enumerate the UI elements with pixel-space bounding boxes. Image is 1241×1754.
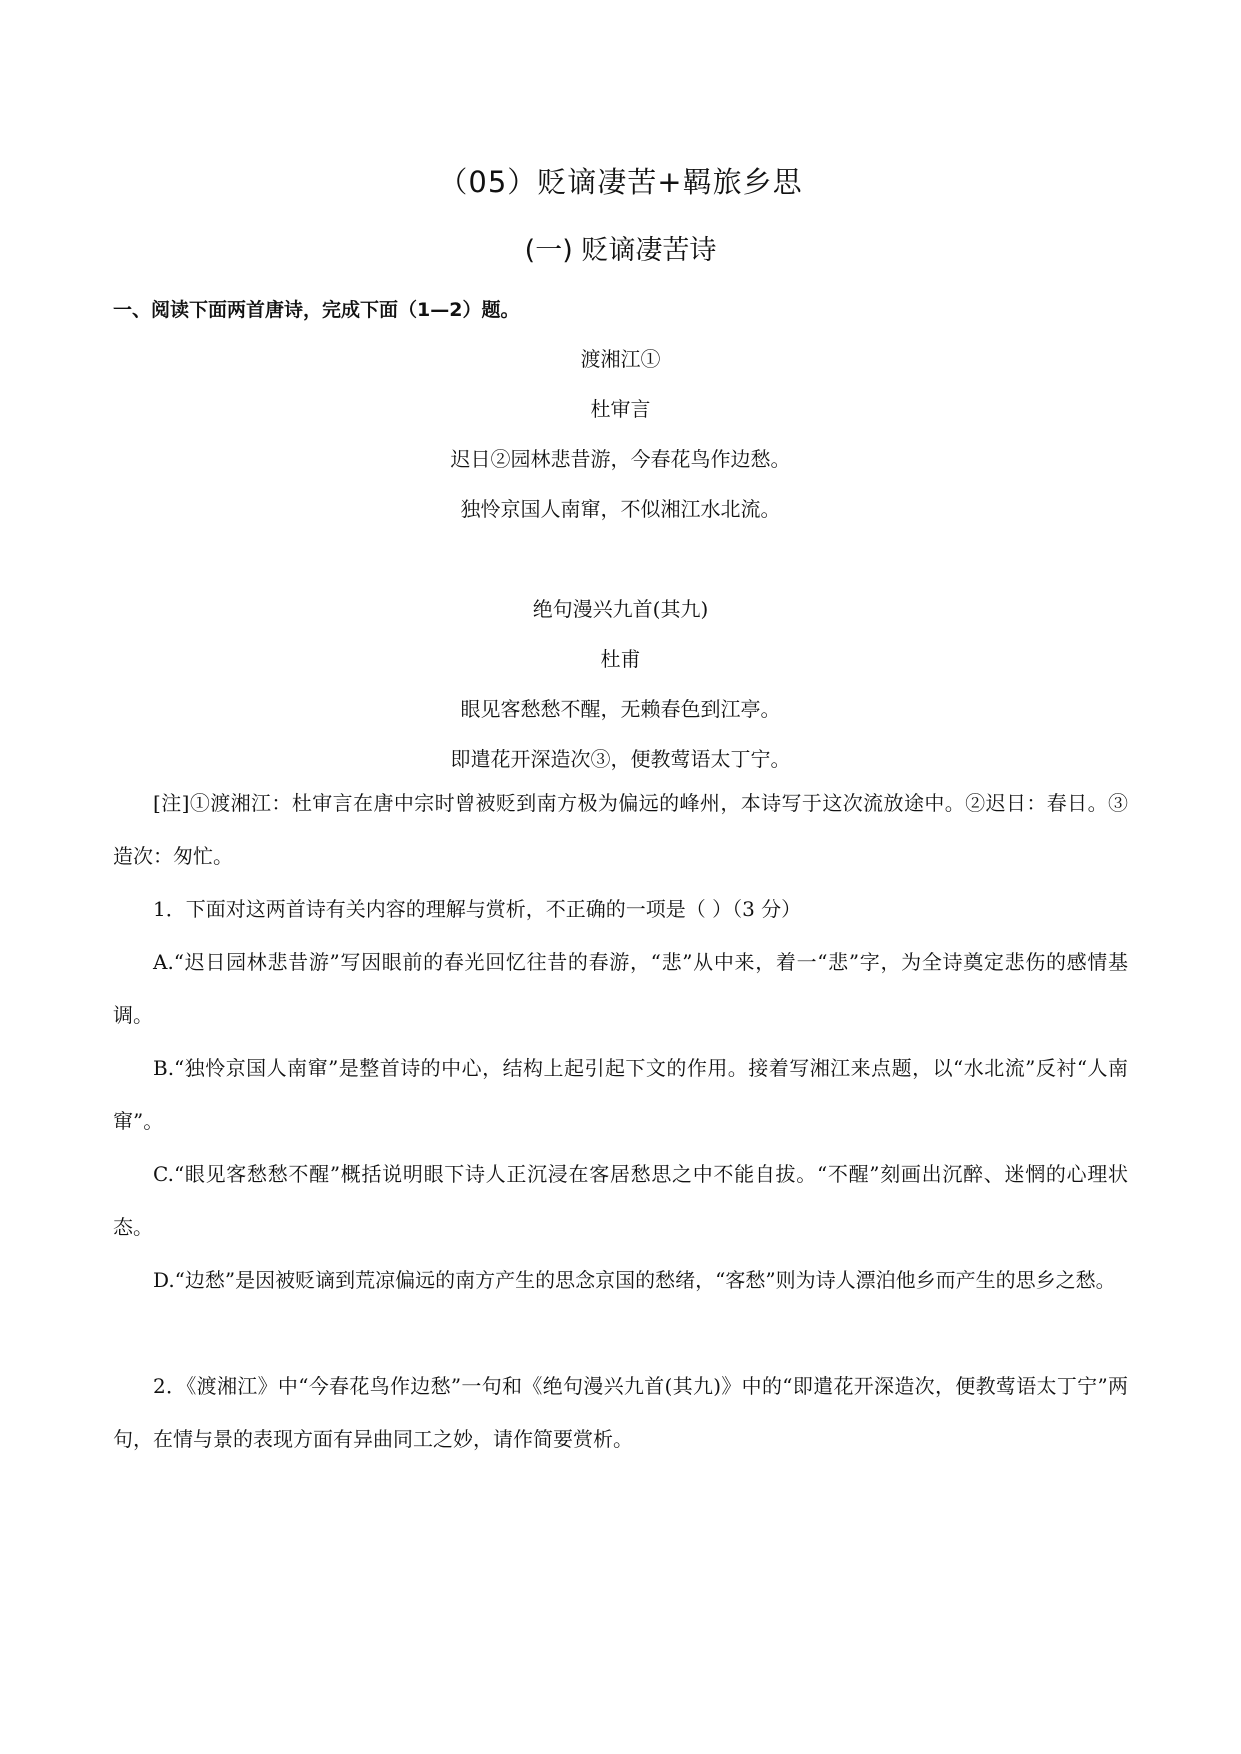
poem1-title: 渡湘江① xyxy=(580,347,661,371)
poem2-title: 绝句漫兴九首(其九) xyxy=(532,597,709,621)
question-1-stem: 1．下面对这两首诗有关内容的理解与赏析，不正确的一项是（ ）（3 分） xyxy=(153,897,802,921)
option-b: B.“独怜京国人南窜”是整首诗的中心，结构上起引起下文的作用。接着写湘江来点题，以“水北流”反衬“人南窜”。 xyxy=(113,1056,1128,1133)
section-subtitle: (一) 贬谪凄苦诗 xyxy=(524,235,717,266)
page-title: （05）贬谪凄苦+羁旅乡思 xyxy=(438,165,803,199)
question-2-stem: 2．《渡湘江》中“今春花鸟作边愁”一句和《绝句漫兴九首(其九)》中的“即遣花开深造次，便教莺语太丁宁”两句，在情与景的表现方面有异曲同工之妙，请作简要赏析。 xyxy=(113,1374,1128,1451)
poem2-line: 眼见客愁愁不醒，无赖春色到江亭。 xyxy=(460,697,781,721)
poem1-author: 杜审言 xyxy=(590,397,651,421)
option-c: C.“眼见客愁愁不醒”概括说明眼下诗人正沉浸在客居愁思之中不能自拔。“不醒”刻画出沉醉、迷惘的心理状态。 xyxy=(113,1162,1128,1239)
question-group-heading: 一、阅读下面两首唐诗，完成下面（1—2）题。 xyxy=(113,299,520,321)
poem2-line: 即遣花开深造次③，便教莺语太丁宁。 xyxy=(450,747,791,771)
option-a: A.“迟日园林悲昔游”写因眼前的春光回忆往昔的春游，“悲”从中来，着一“悲”字，为全诗奠定悲伤的感情基调。 xyxy=(113,950,1128,1027)
option-d: D.“边愁”是因被贬谪到荒凉偏远的南方产生的思念京国的愁绪，“客愁”则为诗人漂泊他乡而产生的思乡之愁。 xyxy=(153,1268,1116,1292)
poem-notes: [注]①渡湘江：杜审言在唐中宗时曾被贬到南方极为偏远的峰州，本诗写于这次流放途中。②迟日：春日。③造次：匆忙。 xyxy=(113,791,1128,868)
poem1-line: 迟日②园林悲昔游，今春花鸟作边愁。 xyxy=(450,447,791,471)
poem2-author: 杜甫 xyxy=(600,647,641,671)
poem1-line: 独怜京国人南窜，不似湘江水北流。 xyxy=(460,497,781,521)
